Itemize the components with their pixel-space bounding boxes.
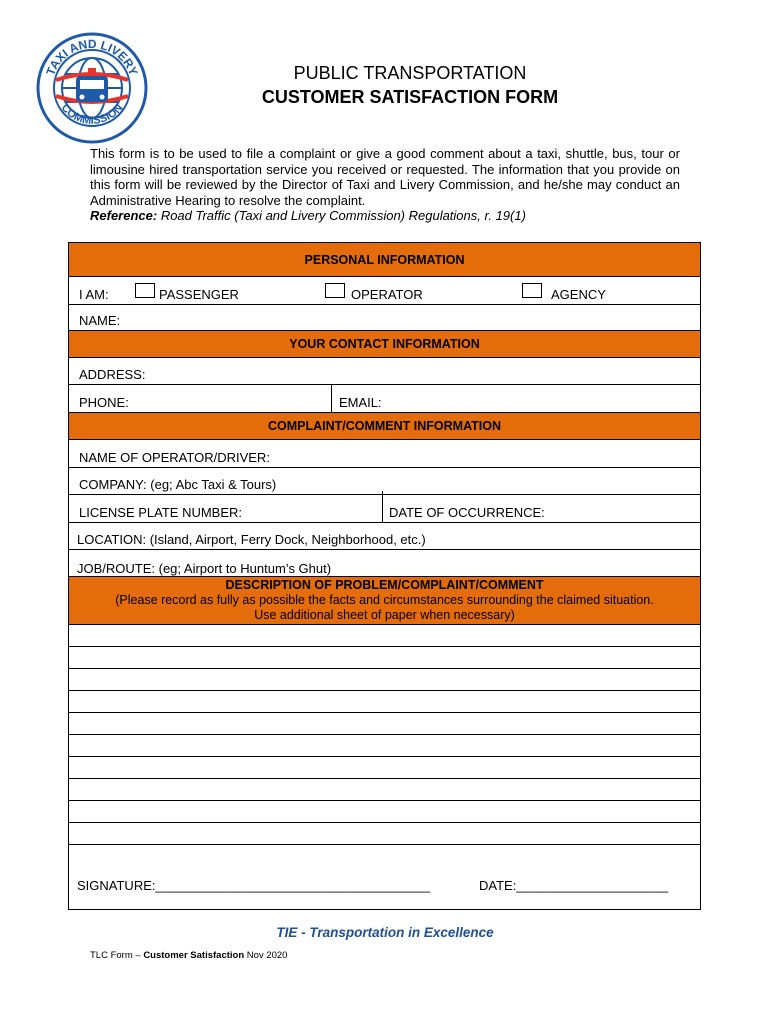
description-line[interactable] (69, 669, 700, 691)
reference-label: Reference: (90, 208, 158, 224)
title-line-1: PUBLIC TRANSPORTATION (293, 63, 527, 83)
operator-label: OPERATOR (351, 287, 423, 302)
location-label: LOCATION: (Island, Airport, Ferry Dock, Neighborhood, etc.) (77, 532, 426, 547)
form-title (160, 62, 660, 108)
plate-date-row (69, 495, 700, 523)
complaint-info-header (69, 412, 700, 440)
name-field[interactable] (69, 305, 700, 330)
description-line[interactable] (69, 625, 700, 647)
title-line-2: CUSTOMER SATISFACTION FORM (261, 87, 559, 107)
description-instructions-2: Use additional sheet of paper when necessary) (254, 608, 515, 622)
license-plate-label: LICENSE PLATE NUMBER: (79, 505, 243, 520)
form-code-date: Nov 2020 (244, 950, 288, 961)
description-header (69, 576, 700, 625)
form-code (90, 950, 287, 961)
personal-info-header-text: PERSONAL INFORMATION (304, 253, 465, 267)
description-line[interactable] (69, 691, 700, 713)
date-of-occurrence-label: DATE OF OCCURRENCE: (389, 505, 545, 520)
form-table (68, 242, 701, 910)
phone-email-row (69, 385, 700, 412)
logo-text-bottom: COMMISSION (58, 101, 126, 128)
description-line[interactable] (69, 757, 700, 779)
name-label: NAME: (79, 313, 121, 328)
contact-info-header-text: YOUR CONTACT INFORMATION (289, 337, 480, 351)
footer-slogan: TIE - Transportation in Excellence (276, 925, 494, 940)
personal-info-header (69, 243, 700, 277)
reference-text: Road Traffic (Taxi and Livery Commission) Regulations, r. 19(1) (157, 208, 526, 224)
passenger-label: PASSENGER (159, 287, 239, 302)
signature-row (69, 845, 700, 893)
passenger-checkbox[interactable] (135, 283, 155, 298)
operator-field[interactable] (69, 440, 700, 468)
signature-date-field[interactable]: DATE:_____________________ (479, 878, 669, 893)
phone-label: PHONE: (79, 395, 129, 410)
agency-label: AGENCY (551, 287, 606, 302)
complaint-info-header-text: COMPLAINT/COMMENT INFORMATION (267, 419, 502, 433)
location-field[interactable] (69, 523, 700, 550)
route-label: JOB/ROUTE: (eg; Airport to Huntum’s Ghut) (77, 561, 332, 576)
i-am-label: I AM: (79, 287, 109, 302)
plate-date-divider (382, 491, 383, 522)
description-line[interactable] (69, 823, 700, 845)
route-field[interactable] (69, 550, 700, 576)
tlc-logo (36, 32, 148, 144)
description-line[interactable] (69, 713, 700, 735)
description-line[interactable] (69, 647, 700, 669)
description-line[interactable] (69, 779, 700, 801)
intro-paragraph (90, 146, 680, 224)
description-instructions-1: (Please record as fully as possible the facts and circumstances surrounding the claimed situation. (115, 593, 654, 607)
address-label: ADDRESS: (79, 367, 146, 382)
i-am-row (69, 277, 700, 305)
intro-body: This form is to be used to file a complaint or give a good comment about a taxi, shuttle, bus, tour or limousine hired transportation service you received or requested. The information that you provide on this form will be reviewed by the Director of Taxi and Livery Commission, and he/she may conduct an Administrative Hearing to resolve the complaint. (90, 146, 680, 208)
company-label: COMPANY: (eg; Abc Taxi & Tours) (79, 477, 277, 492)
form-code-prefix: TLC Form – (90, 950, 144, 961)
logo-text-top: TAXI AND LIVERY (43, 36, 141, 78)
operator-driver-label: NAME OF OPERATOR/DRIVER: (79, 450, 270, 465)
signature-field[interactable]: SIGNATURE:______________________________________ (77, 878, 431, 893)
form-code-name: Customer Satisfaction (143, 950, 245, 961)
contact-info-header (69, 330, 700, 358)
address-field[interactable] (69, 358, 700, 385)
operator-checkbox[interactable] (325, 283, 345, 298)
description-header-title: DESCRIPTION OF PROBLEM/COMPLAINT/COMMENT (225, 578, 544, 592)
email-label: EMAIL: (339, 395, 382, 410)
phone-email-divider (331, 385, 332, 412)
description-line[interactable] (69, 801, 700, 823)
description-line[interactable] (69, 735, 700, 757)
agency-checkbox[interactable] (522, 283, 542, 298)
reference-line (90, 208, 526, 223)
company-field[interactable] (69, 468, 700, 495)
